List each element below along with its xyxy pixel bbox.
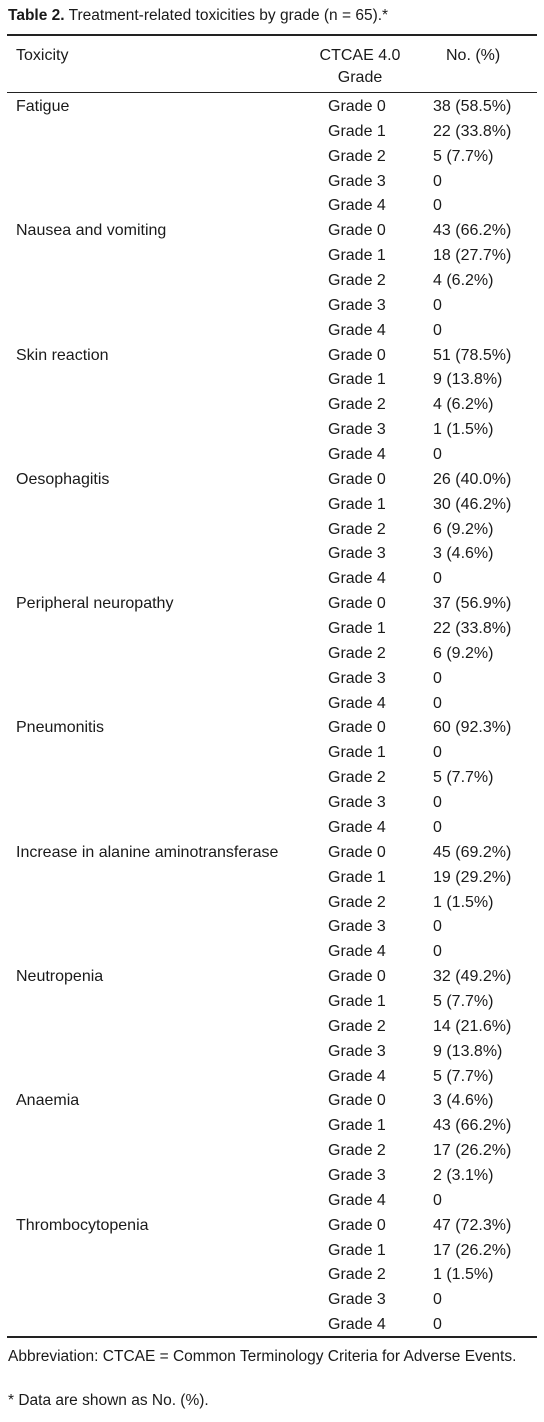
- grade-cell: Grade 0: [328, 222, 386, 240]
- grade-cell: Grade 2: [328, 396, 386, 414]
- count-cell: 0: [433, 669, 442, 687]
- table-row: [0, 940, 544, 965]
- count-cell: 14 (21.6%): [433, 1017, 512, 1035]
- grade-cell: Grade 4: [328, 1191, 386, 1209]
- grade-cell: Grade 3: [328, 1042, 386, 1060]
- count-cell: 60 (92.3%): [433, 719, 512, 737]
- count-cell: 9 (13.8%): [433, 371, 503, 389]
- count-cell: 3 (4.6%): [433, 545, 494, 563]
- grade-cell: Grade 2: [328, 644, 386, 662]
- table-row: [0, 1214, 544, 1239]
- table-row: [0, 741, 544, 766]
- grade-cell: Grade 1: [328, 744, 386, 762]
- count-cell: 0: [433, 943, 442, 961]
- table-row: [0, 1164, 544, 1189]
- toxicity-cell: Peripheral neuropathy: [16, 595, 174, 613]
- grade-cell: Grade 4: [328, 446, 386, 464]
- count-cell: 18 (27.7%): [433, 247, 512, 265]
- table-row: [0, 542, 544, 567]
- count-cell: 0: [433, 172, 442, 190]
- table-row: [0, 294, 544, 319]
- toxicity-cell: Nausea and vomiting: [16, 222, 167, 240]
- count-cell: 5 (7.7%): [433, 769, 494, 787]
- count-cell: 4 (6.2%): [433, 396, 494, 414]
- grade-cell: Grade 2: [328, 147, 386, 165]
- count-cell: 4 (6.2%): [433, 272, 494, 290]
- table-row: [0, 319, 544, 344]
- table-row: [0, 642, 544, 667]
- grade-cell: Grade 4: [328, 1067, 386, 1085]
- count-cell: 51 (78.5%): [433, 346, 512, 364]
- toxicity-cell: Oesophagitis: [16, 470, 110, 488]
- table-row: [0, 841, 544, 866]
- count-cell: 37 (56.9%): [433, 595, 512, 613]
- grade-cell: Grade 0: [328, 346, 386, 364]
- grade-cell: Grade 0: [328, 843, 386, 861]
- table-row: [0, 592, 544, 617]
- count-cell: 0: [433, 918, 442, 936]
- footnote-note: * Data are shown as No. (%).: [8, 1392, 209, 1409]
- toxicity-cell: Fatigue: [16, 98, 70, 115]
- table-row: [0, 244, 544, 269]
- count-cell: 32 (49.2%): [433, 968, 512, 986]
- grade-cell: Grade 1: [328, 247, 386, 265]
- grade-cell: Grade 3: [328, 172, 386, 190]
- table-row: [0, 1015, 544, 1040]
- table-row: [0, 468, 544, 493]
- toxicity-cell: Increase in alanine aminotransferase: [16, 843, 279, 861]
- header-toxicity: Toxicity: [16, 47, 69, 64]
- table-row: [0, 219, 544, 244]
- count-cell: 9 (13.8%): [433, 1042, 503, 1060]
- count-cell: 0: [433, 197, 442, 215]
- table-row: [0, 1239, 544, 1264]
- count-cell: 22 (33.8%): [433, 620, 512, 638]
- table-title: Treatment-related toxicities by grade (n = 65).*: [64, 7, 389, 24]
- table-row: [0, 1263, 544, 1288]
- grade-cell: Grade 3: [328, 918, 386, 936]
- table-row: [0, 418, 544, 443]
- header-grade: [300, 45, 420, 89]
- table-row: [0, 1189, 544, 1214]
- toxicity-cell: Neutropenia: [16, 968, 104, 986]
- header-grade-line2: Grade: [337, 69, 383, 86]
- count-cell: 0: [433, 1191, 442, 1209]
- count-cell: 47 (72.3%): [433, 1216, 512, 1234]
- grade-cell: Grade 2: [328, 893, 386, 911]
- count-cell: 0: [433, 818, 442, 836]
- table-row: [0, 716, 544, 741]
- count-cell: 30 (46.2%): [433, 495, 512, 513]
- toxicity-cell: Pneumonitis: [16, 719, 105, 737]
- grade-cell: Grade 0: [328, 1092, 386, 1110]
- table-body: [0, 95, 544, 1338]
- count-cell: 0: [433, 1291, 442, 1309]
- count-cell: 38 (58.5%): [433, 98, 512, 115]
- footnote-abbreviation: Abbreviation: CTCAE = Common Terminology Criteria for Adverse Events.: [8, 1348, 517, 1365]
- table-row: [0, 766, 544, 791]
- count-cell: 5 (7.7%): [433, 992, 494, 1010]
- table-row: [0, 1065, 544, 1090]
- count-cell: 0: [433, 694, 442, 712]
- grade-cell: Grade 0: [328, 1216, 386, 1234]
- count-cell: 17 (26.2%): [433, 1142, 512, 1160]
- count-cell: 0: [433, 744, 442, 762]
- grade-cell: Grade 0: [328, 719, 386, 737]
- count-cell: 0: [433, 296, 442, 314]
- grade-cell: Grade 3: [328, 794, 386, 812]
- table-row: [0, 1040, 544, 1065]
- toxicity-cell: Thrombocytopenia: [16, 1216, 149, 1234]
- table-caption: [8, 6, 538, 26]
- header-rule: [7, 92, 537, 93]
- table-row: [0, 1288, 544, 1313]
- count-cell: 0: [433, 794, 442, 812]
- table-row: [0, 145, 544, 170]
- header-grade-line1: CTCAE 4.0: [319, 47, 401, 64]
- table-row: [0, 393, 544, 418]
- grade-cell: Grade 0: [328, 968, 386, 986]
- table-row: [0, 170, 544, 195]
- grade-cell: Grade 0: [328, 595, 386, 613]
- table-row: [0, 891, 544, 916]
- grade-cell: Grade 2: [328, 1266, 386, 1284]
- table-row: [0, 95, 544, 120]
- grade-cell: Grade 4: [328, 694, 386, 712]
- count-cell: 45 (69.2%): [433, 843, 512, 861]
- count-cell: 1 (1.5%): [433, 1266, 494, 1284]
- count-cell: 5 (7.7%): [433, 147, 494, 165]
- grade-cell: Grade 4: [328, 321, 386, 339]
- table-row: [0, 965, 544, 990]
- header-no: No. (%): [446, 47, 501, 64]
- grade-cell: Grade 1: [328, 868, 386, 886]
- count-cell: 6 (9.2%): [433, 520, 494, 538]
- count-cell: 3 (4.6%): [433, 1092, 494, 1110]
- table-row: [0, 368, 544, 393]
- grade-cell: Grade 4: [328, 943, 386, 961]
- count-cell: 43 (66.2%): [433, 1117, 512, 1135]
- table-row: [0, 816, 544, 841]
- grade-cell: Grade 0: [328, 98, 386, 115]
- table-row: [0, 1114, 544, 1139]
- table-row: [0, 667, 544, 692]
- top-rule: [7, 34, 537, 36]
- grade-cell: Grade 0: [328, 470, 386, 488]
- count-cell: 0: [433, 1316, 442, 1334]
- grade-cell: Grade 2: [328, 1142, 386, 1160]
- count-cell: 26 (40.0%): [433, 470, 512, 488]
- grade-cell: Grade 3: [328, 296, 386, 314]
- table-row: [0, 493, 544, 518]
- count-cell: 22 (33.8%): [433, 122, 512, 140]
- grade-cell: Grade 2: [328, 1017, 386, 1035]
- count-cell: 17 (26.2%): [433, 1241, 512, 1259]
- count-cell: 43 (66.2%): [433, 222, 512, 240]
- toxicity-cell: Anaemia: [16, 1092, 80, 1110]
- grade-cell: Grade 2: [328, 769, 386, 787]
- table-row: [0, 120, 544, 145]
- count-cell: 0: [433, 446, 442, 464]
- table-number: Table 2.: [8, 7, 65, 24]
- grade-cell: Grade 1: [328, 371, 386, 389]
- count-cell: 1 (1.5%): [433, 893, 494, 911]
- grade-cell: Grade 2: [328, 520, 386, 538]
- table-row: [0, 567, 544, 592]
- grade-cell: Grade 1: [328, 1241, 386, 1259]
- count-cell: 0: [433, 321, 442, 339]
- grade-cell: Grade 4: [328, 197, 386, 215]
- table-row: [0, 692, 544, 717]
- grade-cell: Grade 1: [328, 495, 386, 513]
- grade-cell: Grade 1: [328, 122, 386, 140]
- grade-cell: Grade 1: [328, 1117, 386, 1135]
- grade-cell: Grade 3: [328, 1166, 386, 1184]
- grade-cell: Grade 2: [328, 272, 386, 290]
- count-cell: 0: [433, 570, 442, 588]
- table-row: [0, 990, 544, 1015]
- table-row: [0, 269, 544, 294]
- grade-cell: Grade 1: [328, 992, 386, 1010]
- toxicity-cell: Skin reaction: [16, 346, 109, 364]
- grade-cell: Grade 4: [328, 570, 386, 588]
- count-cell: 2 (3.1%): [433, 1166, 494, 1184]
- grade-cell: Grade 4: [328, 818, 386, 836]
- table-row: [0, 1313, 544, 1338]
- count-cell: 6 (9.2%): [433, 644, 494, 662]
- bottom-rule: [7, 1336, 537, 1338]
- grade-cell: Grade 4: [328, 1316, 386, 1334]
- count-cell: 19 (29.2%): [433, 868, 512, 886]
- grade-cell: Grade 3: [328, 545, 386, 563]
- table-row: [0, 443, 544, 468]
- count-cell: 1 (1.5%): [433, 421, 494, 439]
- table-row: [0, 344, 544, 369]
- table-row: [0, 791, 544, 816]
- table-row: [0, 194, 544, 219]
- grade-cell: Grade 1: [328, 620, 386, 638]
- grade-cell: Grade 3: [328, 669, 386, 687]
- table-row: [0, 617, 544, 642]
- table-row: [0, 1139, 544, 1164]
- count-cell: 5 (7.7%): [433, 1067, 494, 1085]
- table-row: [0, 915, 544, 940]
- grade-cell: Grade 3: [328, 421, 386, 439]
- table-row: [0, 866, 544, 891]
- grade-cell: Grade 3: [328, 1291, 386, 1309]
- table-row: [0, 518, 544, 543]
- table-row: [0, 1089, 544, 1114]
